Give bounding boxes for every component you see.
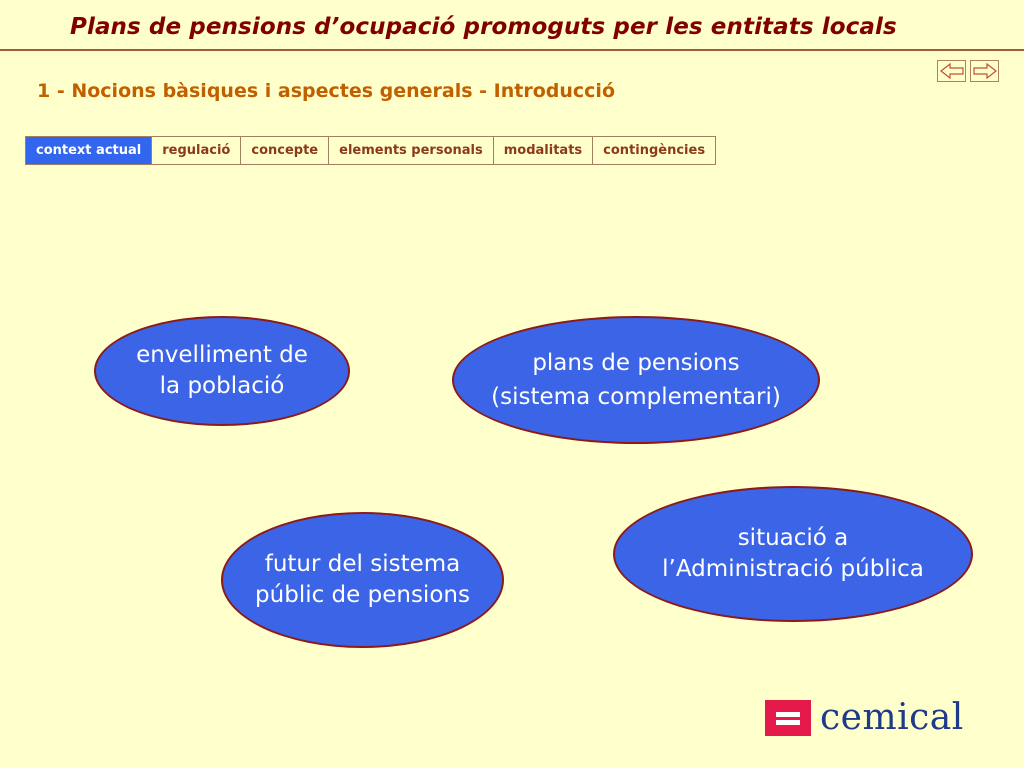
tab-concepte[interactable]: concepte (241, 137, 329, 164)
tab-bar (25, 136, 716, 165)
previous-button[interactable] (937, 60, 966, 82)
bubble-envelliment-line2: la població (159, 373, 285, 399)
bubble-futur-line1: futur del sistema (264, 551, 461, 577)
logo-text: cemical (820, 697, 964, 738)
bubble-envelliment[interactable] (94, 316, 350, 426)
bubble-situacio-administracio[interactable] (613, 486, 973, 622)
bubble-plans-pensions[interactable] (452, 316, 820, 444)
slide-navigation (937, 60, 999, 82)
equals-logo-icon (765, 700, 811, 736)
bubble-futur-sistema[interactable] (221, 512, 504, 648)
bubble-plans-line1: plans de pensions (532, 350, 740, 376)
arrow-right-icon (973, 63, 997, 79)
title-divider (0, 49, 1024, 51)
tab-context-actual[interactable]: context actual (26, 137, 152, 164)
tab-contingencies[interactable]: contingències (593, 137, 715, 164)
cemical-logo (765, 697, 964, 738)
bubble-situacio-line1: situació a (737, 525, 849, 551)
tab-modalitats[interactable]: modalitats (494, 137, 593, 164)
next-button[interactable] (970, 60, 999, 82)
section-title: 1 - Nocions bàsiques i aspectes generals - Introducció (37, 80, 615, 102)
tab-regulacio[interactable]: regulació (152, 137, 241, 164)
page-title: Plans de pensions d’ocupació promoguts per les entitats locals (70, 14, 897, 40)
bubble-envelliment-line1: envelliment de (136, 342, 308, 368)
bubble-situacio-line2: l’Administració pública (662, 556, 924, 582)
arrow-left-icon (940, 63, 964, 79)
bubble-plans-line2: (sistema complementari) (491, 384, 781, 410)
tab-elements-personals[interactable]: elements personals (329, 137, 494, 164)
bubble-futur-line2: públic de pensions (255, 582, 470, 608)
